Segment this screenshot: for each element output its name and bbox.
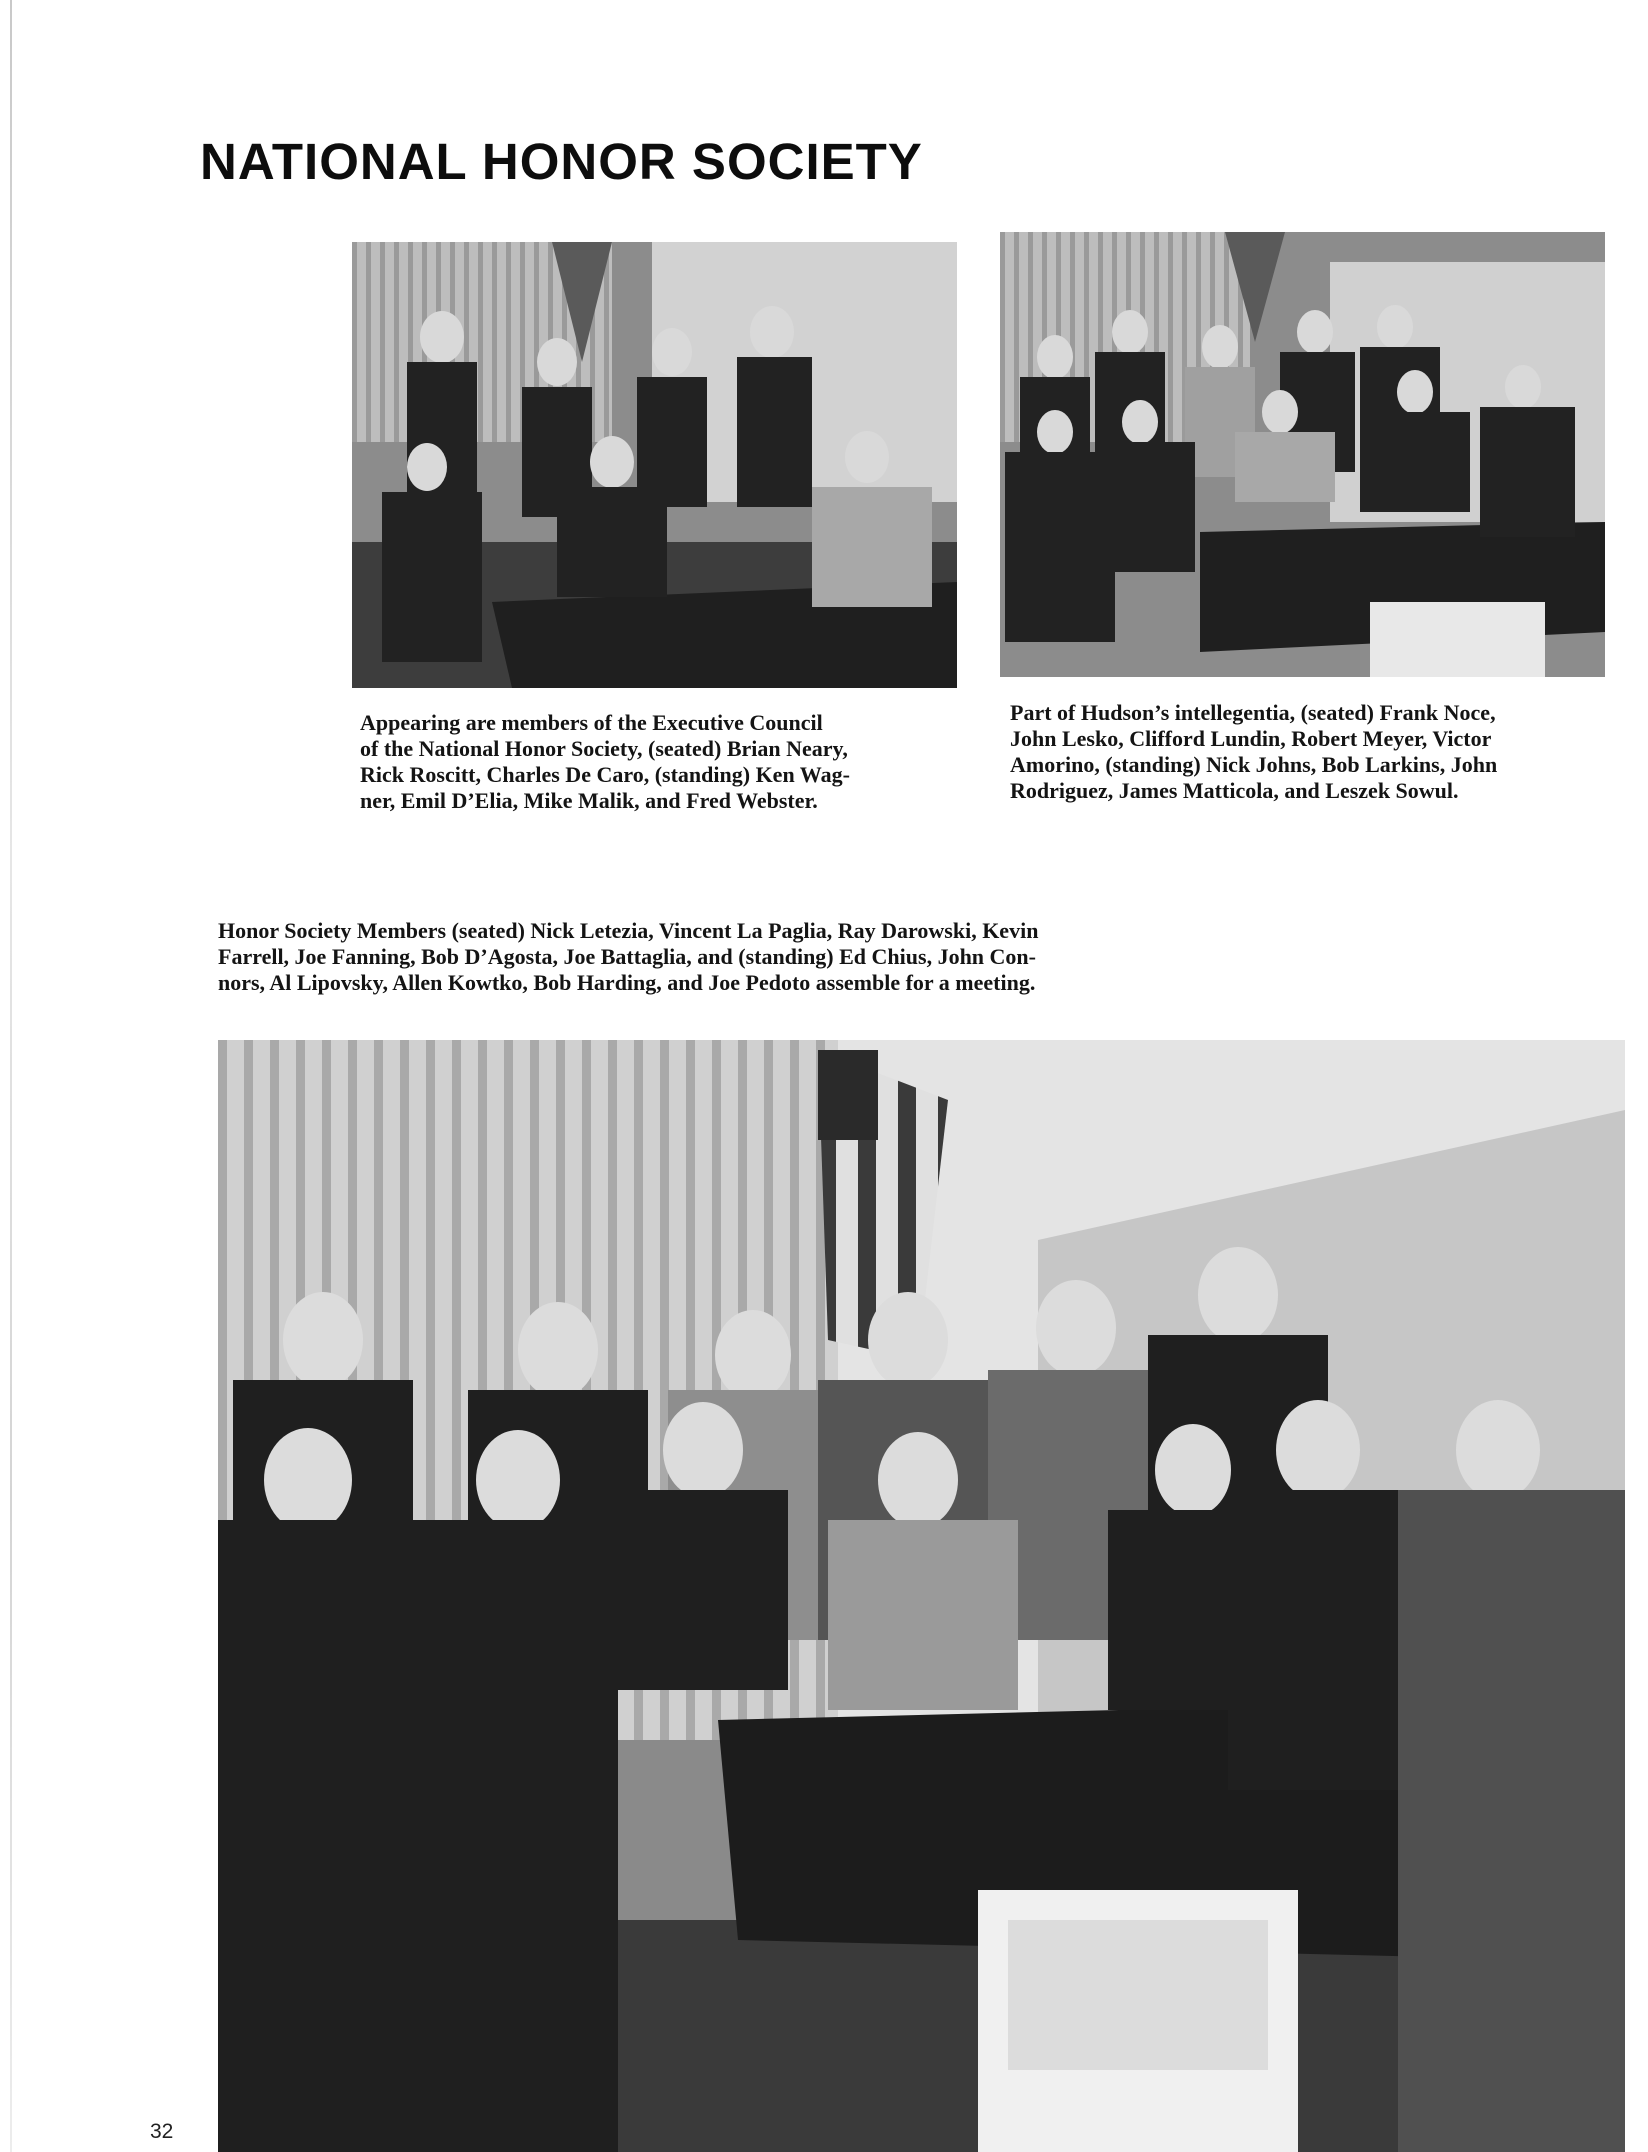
caption-line: John Lesko, Clifford Lundin, Robert Meyer, Victor <box>1010 726 1492 751</box>
caption-line: Rodriguez, James Matticola, and Leszek Sowul. <box>1010 778 1459 803</box>
page-edge <box>10 0 12 2152</box>
intellegentia-caption <box>1010 700 1607 804</box>
members-caption <box>218 918 1210 996</box>
caption-line: Amorino, (standing) Nick Johns, Bob Larkins, John <box>1010 752 1498 777</box>
members-group-photo <box>218 1040 1625 2152</box>
caption-line: Part of Hudson’s intellegentia, (seated) Frank Noce, <box>1010 700 1496 725</box>
executive-council-photo <box>352 242 957 688</box>
executive-council-caption <box>360 710 957 814</box>
page-title: NATIONAL HONOR SOCIETY <box>200 133 923 190</box>
caption-line: Rick Roscitt, Charles De Caro, (standing) Ken Wag- <box>360 762 850 787</box>
caption-line: nors, Al Lipovsky, Allen Kowtko, Bob Harding, and Joe Pedoto assemble for a meeting. <box>218 970 1036 995</box>
caption-line: of the National Honor Society, (seated) Brian Neary, <box>360 736 848 761</box>
caption-line: ner, Emil D’Elia, Mike Malik, and Fred Webster. <box>360 788 818 813</box>
intellegentia-photo <box>1000 232 1605 677</box>
caption-line: Honor Society Members (seated) Nick Letezia, Vincent La Paglia, Ray Darowski, Kevin <box>218 918 1039 943</box>
caption-line: Appearing are members of the Executive Council <box>360 710 823 735</box>
page-number: 32 <box>150 2120 174 2143</box>
caption-line: Farrell, Joe Fanning, Bob D’Agosta, Joe Battaglia, and (standing) Ed Chius, John Con- <box>218 944 1036 969</box>
